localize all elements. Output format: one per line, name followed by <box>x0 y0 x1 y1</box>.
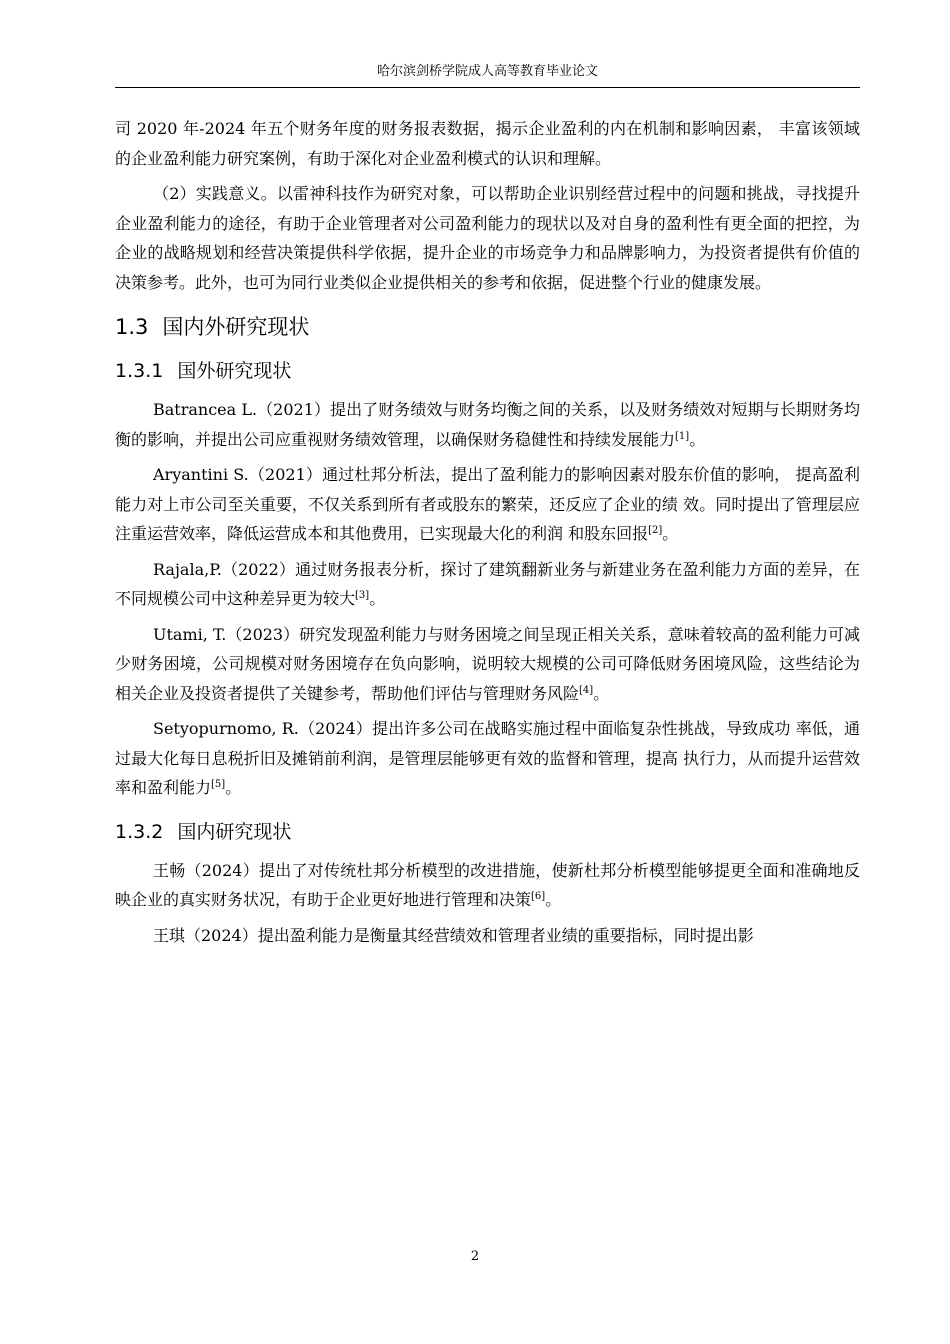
paragraph-rajala: Rajala,P.（2022）通过财务报表分析，探讨了建筑翻新业务与新建业务在盈利能力方面的差异，在不同规模公司中这种差异更为较大[3]。 <box>115 559 860 608</box>
paragraph-utami: Utami, T.（2023）研究发现盈利能力与财务困境之间呈现正相关关系，意味着较高的盈利能力可减少财务困境，公司规模对财务困境存在负向影响，说明较大规模的公司可降低财务困境风险，这些结论为相关企业及投资者提供了关键参考，帮助他们评估与管理财务风险[4]。 <box>115 624 860 703</box>
citation-ref: [1] <box>675 430 690 442</box>
section-heading-1-3 <box>115 312 860 342</box>
paragraph-practical-significance: （2）实践意义。以雷神科技作为研究对象，可以帮助企业识别经营过程中的问题和挑战，寻找提升企业盈利能力的途径，有助于企业管理者对公司盈利能力的现状以及对自身的盈利性有更全面的把控，为企业的战略规划和经营决策提供科学依据，提升企业的市场竞争力和品牌影响力，为投资者提供有价值的决策参考。此外，也可为同行业类似企业提供相关的参考和依据，促进整个行业的健康发展。 <box>115 184 860 292</box>
citation-ref: [2] <box>648 525 663 536</box>
header-rule <box>115 87 860 88</box>
page-header: 哈尔滨剑桥学院成人高等教育毕业论文 <box>376 64 598 79</box>
section-title: 国内研究现状 <box>177 820 292 843</box>
citation-ref: [6] <box>531 891 546 902</box>
citation-ref: [5] <box>211 779 226 790</box>
section-heading-1-3-2 <box>115 818 860 846</box>
page-body <box>115 114 860 950</box>
citation-ref: [3] <box>355 590 370 601</box>
section-number: 1.3 <box>115 315 149 339</box>
page-number: 2 <box>470 1249 480 1264</box>
section-title: 国内外研究现状 <box>162 315 310 339</box>
section-title: 国外研究现状 <box>177 360 292 382</box>
paragraph-wangqi: 王琪（2024）提出盈利能力是衡量其经营绩效和管理者业绩的重要指标，同时提出影 <box>153 925 754 945</box>
section-number: 1.3.1 <box>115 360 164 382</box>
section-heading-1-3-1 <box>115 357 860 385</box>
paragraph-wangchang: 王畅（2024）提出了对传统杜邦分析模型的改进措施，使新杜邦分析模型能够提更全面和准确地反映企业的真实财务状况，有助于企业更好地进行管理和决策[6]。 <box>115 860 860 909</box>
citation-ref: [4] <box>579 684 594 696</box>
section-number: 1.3.2 <box>115 820 164 843</box>
paragraph-intro-continued: 司 2020 年-2024 年五个财务年度的财务报表数据，揭示企业盈利的内在机制和影响因素， 丰富该领域的企业盈利能力研究案例，有助于深化对企业盈利模式的认识和理解。 <box>115 119 860 168</box>
paragraph-batrancea: Batrancea L.（2021）提出了财务绩效与财务均衡之间的关系，以及财务绩效对短期与长期财务均衡的影响，并提出公司应重视财务绩效管理，以确保财务稳健性和持续发展能力[1]。 <box>115 400 860 449</box>
paragraph-aryantini: Aryantini S.（2021）通过杜邦分析法，提出了盈利能力的影响因素对股东价值的影响， 提高盈利能力对上市公司至关重要，不仅关系到所有者或股东的繁荣，还反应了企业的绩 效。同时提出了管理层应注重运营效率，降低运营成本和其他费用，已实现最大化的利润 和股东回报[2]。 <box>115 465 860 543</box>
paragraph-setyopurnomo: Setyopurnomo, R.（2024）提出许多公司在战略实施过程中面临复杂性挑战，导致成功 率低，通过最大化每日息税折旧及摊销前利润，是管理层能够更有效的监督和管理，提高 执行力，从而提升运营效率和盈利能力[5]。 <box>115 719 860 797</box>
